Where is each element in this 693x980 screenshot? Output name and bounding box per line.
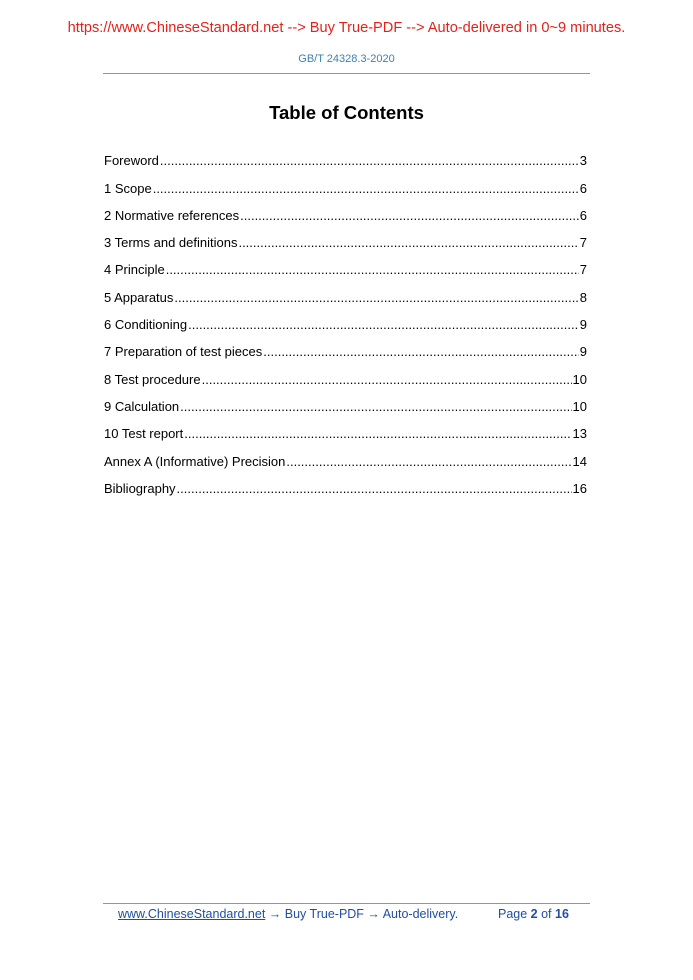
toc-entry-label: Bibliography: [104, 480, 176, 496]
toc-entry-page: 9: [579, 317, 587, 333]
header-divider: [103, 73, 590, 74]
toc-entry-label: 4 Principle: [104, 262, 165, 278]
footer-website-link[interactable]: www.ChineseStandard.net: [118, 907, 266, 921]
toc-entry[interactable]: [104, 200, 587, 227]
page-of: of: [537, 907, 555, 921]
toc-entry-label: Foreword: [104, 153, 159, 169]
page-indicator: [498, 907, 569, 921]
toc-entry-page: 10: [572, 398, 587, 414]
toc-entry[interactable]: [104, 473, 587, 500]
purchase-banner[interactable]: https://www.ChineseStandard.net --> Buy True-PDF --> Auto-delivered in 0~9 minutes.: [67, 20, 626, 36]
toc-entry-page: 3: [579, 153, 587, 169]
toc-entry-label: 2 Normative references: [104, 207, 240, 223]
toc-entry-label: Annex A (Informative) Precision: [104, 453, 286, 469]
toc-dot-leader: [188, 317, 579, 332]
toc-entry-page: 16: [572, 480, 587, 496]
toc-entry[interactable]: [104, 281, 587, 308]
toc-dot-leader: [174, 290, 578, 305]
toc-entry-label: 3 Terms and definitions: [104, 235, 238, 251]
toc-entry-page: 6: [579, 180, 587, 196]
page-current: 2: [530, 907, 538, 921]
toc-entry-page: 7: [579, 235, 587, 251]
toc-title: Table of Contents: [269, 102, 424, 123]
page-total: 16: [555, 907, 569, 921]
toc-entry-page: 14: [572, 453, 587, 469]
toc-entry-page: 8: [579, 289, 587, 305]
toc-entry[interactable]: [104, 336, 587, 363]
toc-dot-leader: [263, 344, 579, 359]
table-of-contents: [104, 145, 587, 500]
toc-dot-leader: [160, 153, 579, 168]
footer-divider: [103, 903, 590, 904]
toc-entry[interactable]: [104, 145, 587, 172]
toc-dot-leader: [166, 262, 579, 277]
toc-entry-label: 7 Preparation of test pieces: [104, 344, 263, 360]
toc-dot-leader: [240, 208, 579, 223]
toc-entry[interactable]: [104, 445, 587, 472]
toc-entry-page: 6: [579, 207, 587, 223]
toc-entry-page: 9: [579, 344, 587, 360]
toc-entry-label: 1 Scope: [104, 180, 152, 196]
toc-entry[interactable]: [104, 227, 587, 254]
toc-entry-label: 5 Apparatus: [104, 289, 174, 305]
toc-entry-label: 9 Calculation: [104, 398, 180, 414]
toc-entry[interactable]: [104, 418, 587, 445]
toc-dot-leader: [177, 481, 572, 496]
toc-entry-page: 7: [579, 262, 587, 278]
toc-dot-leader: [238, 235, 578, 250]
toc-dot-leader: [184, 426, 571, 441]
toc-entry[interactable]: [104, 391, 587, 418]
toc-entry[interactable]: [104, 172, 587, 199]
toc-entry[interactable]: [104, 309, 587, 336]
toc-entry-label: 6 Conditioning: [104, 317, 188, 333]
footer-promo-text: → Buy True-PDF → Auto-delivery.: [265, 907, 459, 921]
standard-code-header: GB/T 24328.3-2020: [298, 53, 395, 65]
toc-entry[interactable]: [104, 254, 587, 281]
toc-entry-label: 10 Test report: [104, 426, 184, 442]
footer-promo: [118, 907, 458, 921]
toc-entry[interactable]: [104, 363, 587, 390]
toc-dot-leader: [180, 399, 571, 414]
toc-dot-leader: [286, 454, 571, 469]
toc-entry-page: 10: [572, 371, 587, 387]
toc-entry-page: 13: [572, 426, 587, 442]
toc-entry-label: 8 Test procedure: [104, 371, 201, 387]
page-prefix: Page: [498, 907, 531, 921]
toc-dot-leader: [153, 181, 579, 196]
toc-dot-leader: [202, 372, 572, 387]
